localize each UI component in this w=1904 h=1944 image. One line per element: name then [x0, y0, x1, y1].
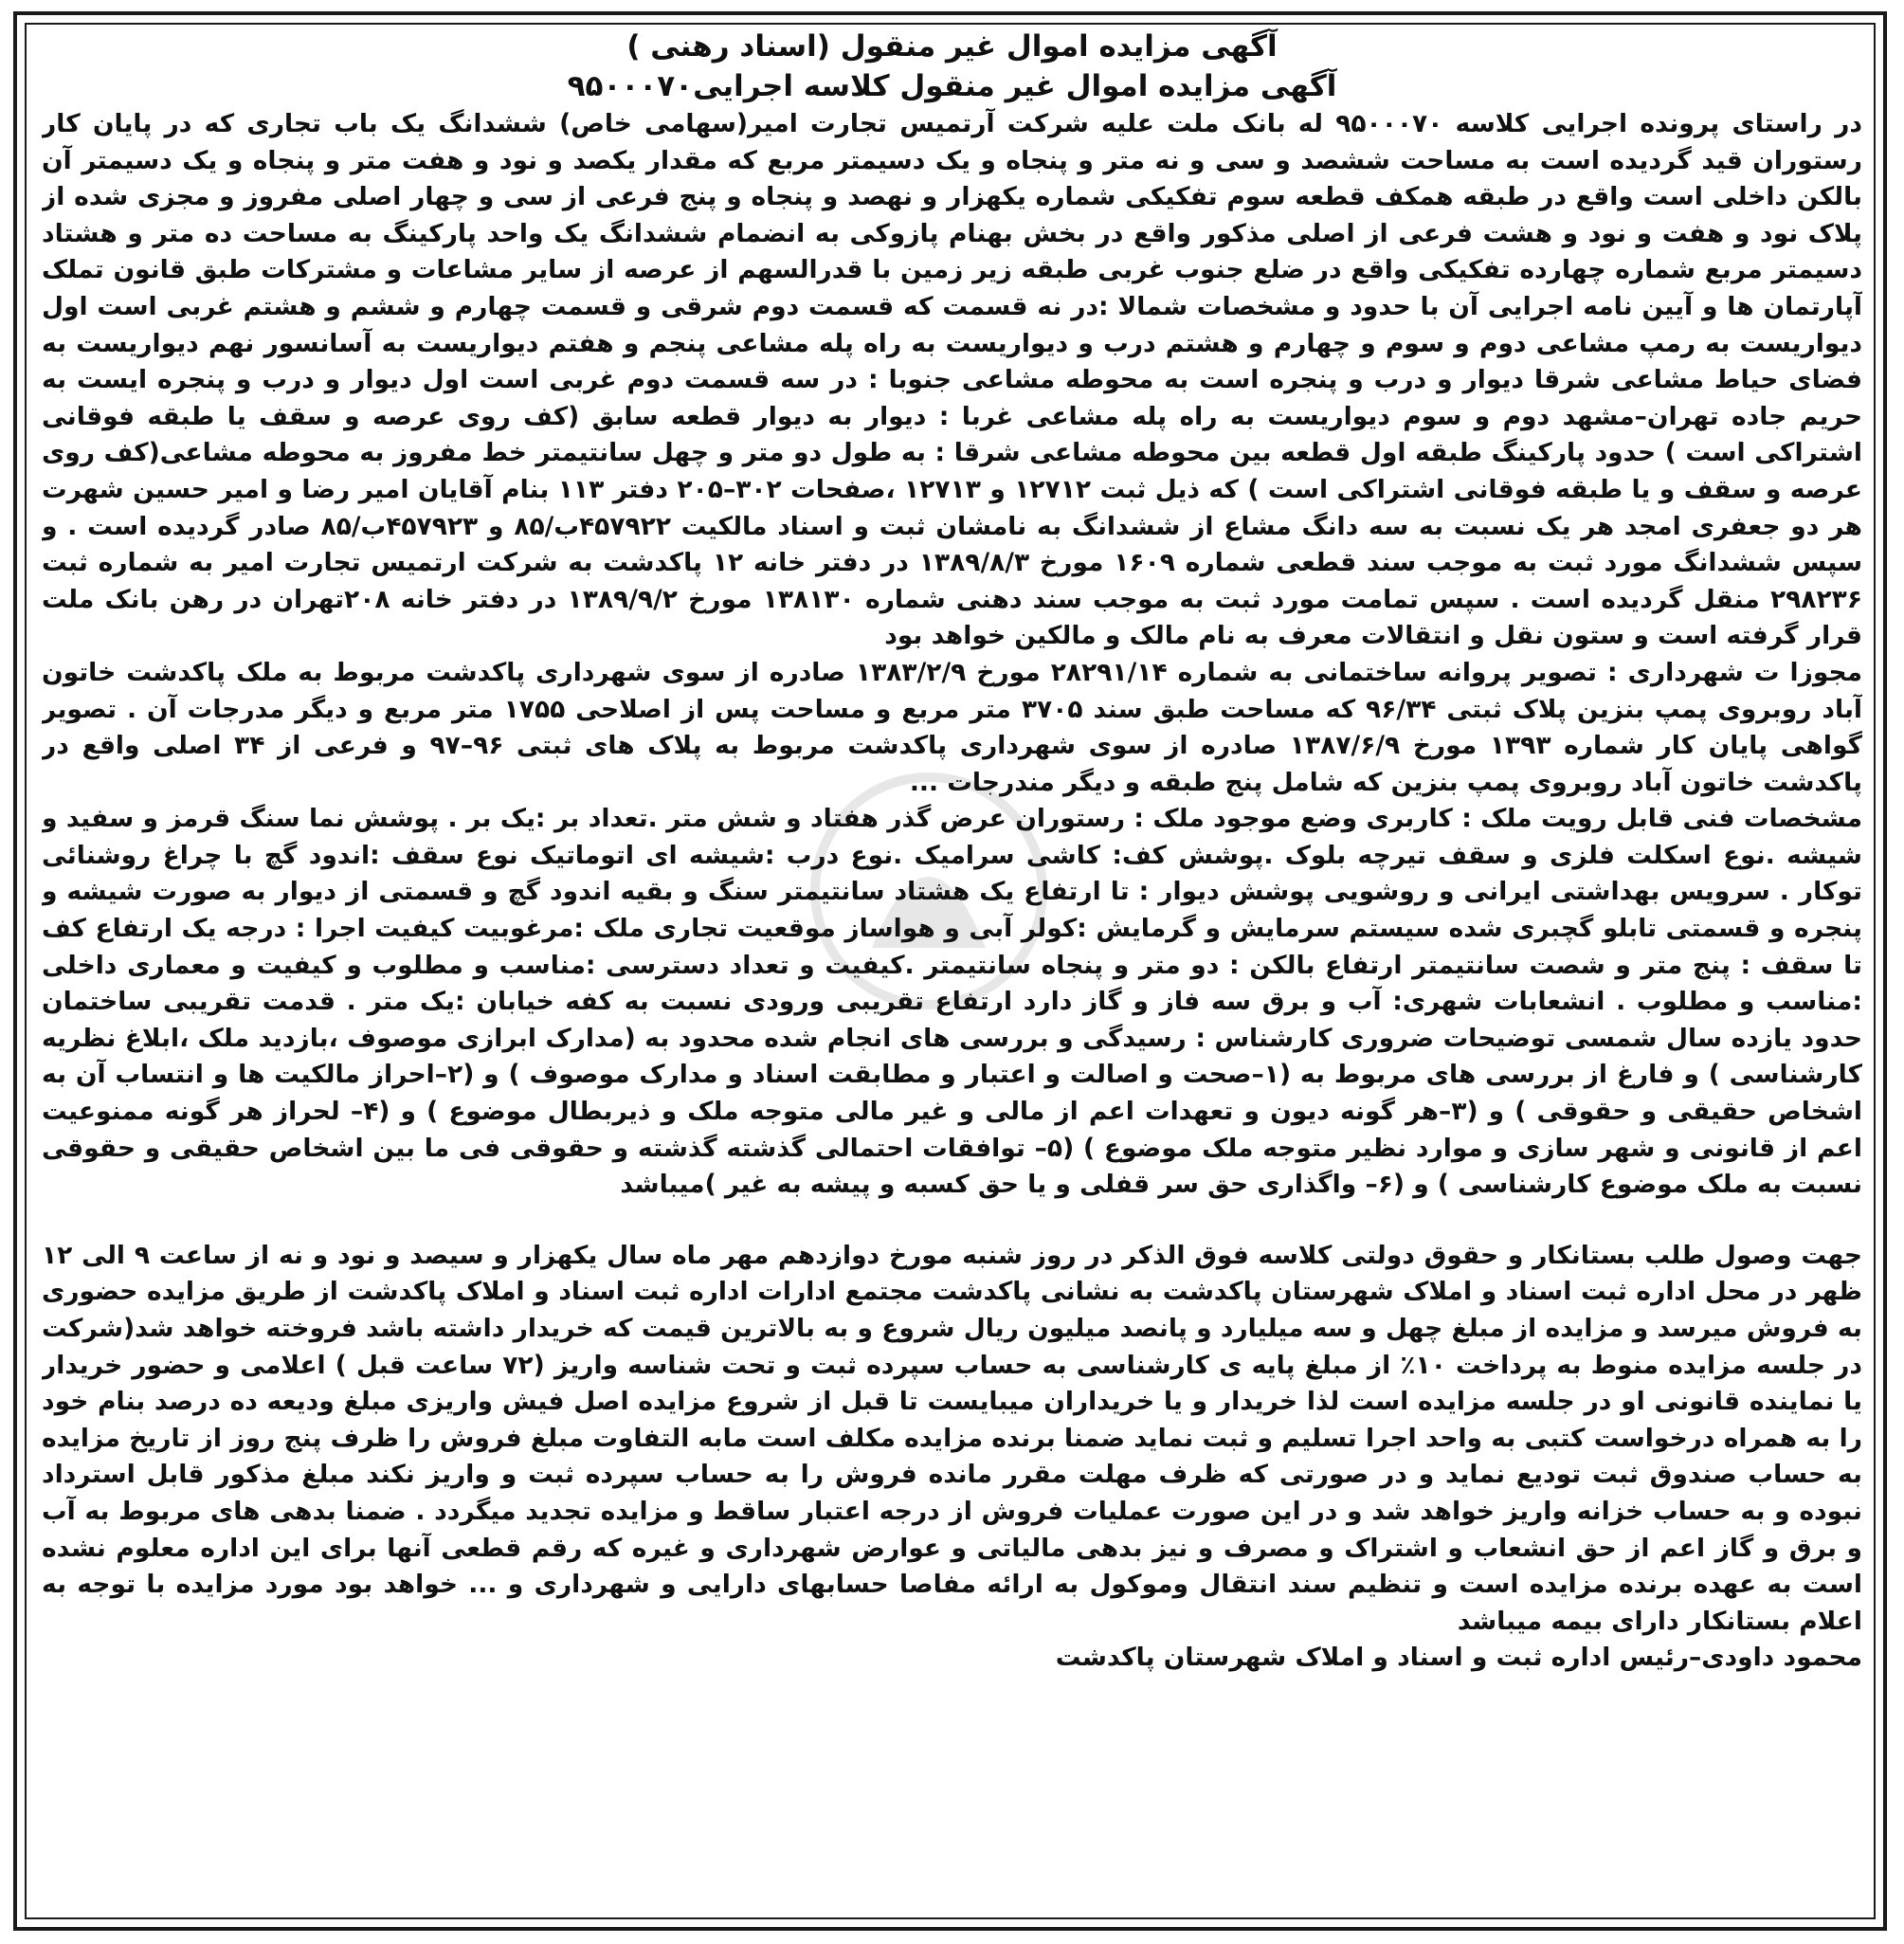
auction-terms-paragraph: جهت وصول طلب بستانکار و حقوق دولتی کلاسه فوق الذکر در روز شنبه مورخ دوازدهم مهر ماه سال یکهزار و سیصد و نود و نه از ساعت ۹ الی ۱۲ ظهر در محل اداره ثبت اسناد و املاک شهرستان پاکدشت به نشانی پاکدشت مجتمع ادارات اداره ثبت اسناد و املاک پاکدشت از طریق مزایده حضوری به فروش میرسد و مزایده از مبلغ چهل و سه میلیارد و پانصد میلیون ریال شروع و به بالاترین قیمت که خریدار داشته باشد فروخته خواهد شد(شرکت در جلسه مزایده منوط به پرداخت ۱۰٪ از مبلغ پایه ی کارشناسی به حساب سپرده ثبت و تحت شناسه واریز (۷۲ ساعت قبل ) اعلامی و حضور خریدار یا نماینده قانونی او در جلسه مزایده است لذا خریدار و یا خریداران میبایست تا قبل از شروع مزایده اصل فیش واریزی مبلغ ودیعه ده درصد بنام خود را به همراه درخواست کتبی به واحد اجرا تسلیم و ثبت نماید ضمنا برنده مزایده مکلف است مابه التفاوت مبلغ فروش را ظرف پنج روز از تاریخ مزایده به حساب صندوق ثبت تودیع نماید و در صورتی که ظرف مهلت مقرر مانده فروش را به حساب سپرده ثبت و واریز نکند مبلغ مذکور قابل استرداد نبوده و به حساب خزانه واریز خواهد شد و در این صورت عملیات فروش از درجه اعتبار ساقط و مزایده تجدید میگردد . ضمنا بدهی های مربوط به آب و برق و گاز اعم از حق انشعاب و اشتراک و مصرف و نیز بدهی مالیاتی و عوارض شهرداری و غیره که رقم قطعی آنها برای این اداره معلوم نشده است به عهده برنده مزایده است و تنظیم سند انتقال وموکول به ارائه مفاصا حسابهای دارایی و شهرداری و ... خواهد بود مورد مزایده با توجه به اعلام بستانکار دارای بیمه میباشد: [42, 1240, 1862, 1636]
municipality-permits-paragraph: مجوزا ت شهرداری : تصویر پروانه ساختمانی به شماره ۲۸۲۹۱/۱۴ مورخ ۱۳۸۳/۲/۹ صادره از سوی شهرداری پاکدشت مربوط به ملک پاکدشت خاتون آباد روبروی پمپ بنزین پلاک ثبتی ۹۶/۳۴ که مساحت طبق سند ۳۷۰۵ متر مربع و مساحت پس از اصلاحی ۱۷۵۵ متر مربع و دیگر مدرجات آن . تصویر گواهی پایان کار شماره ۱۳۹۳ مورخ ۱۳۸۷/۶/۹ صادره از سوی شهرداری پاکدشت مربوط به پلاک های ثبتی ۹۶–۹۷ و فرعی از ۳۴ اصلی واقع در پاکدشت خاتون آباد روبروی پمپ بنزین که شامل پنج طبقه و دیگر مندرجات ...: [42, 657, 1862, 797]
notice-title-1: آگهی مزایده اموال غیر منقول (اسناد رهنی ): [626, 29, 1278, 64]
notice-content: [42, 27, 1862, 1899]
signature-line: محمود داودی–رئیس اداره ثبت و اسناد و املاک شهرستان پاکدشت: [1055, 1643, 1862, 1673]
paragraph-gap: [42, 1204, 1862, 1238]
technical-specs-paragraph: مشخصات فنی قابل رویت ملک : کاربری وضع موجود ملک : رستوران عرض گذر هفتاد و شش متر .تعداد بر :یک بر . پوشش نما سنگ قرمز و سفید و شیشه .نوع اسکلت فلزی و سقف تیرچه بلوک .پوشش کف: کاشی سرامیک .نوع درب :شیشه ای اتوماتیک نوع سقف :اندود گچ با چراغ روشنائی توکار . سرویس بهداشتی ایرانی و روشویی پوشش دیوار : تا ارتفاع یک هشتاد سانتیمتر سنگ و بقیه اندود گچ و قسمتی از دیوار به صورت شیشه و پنجره و قسمتی تابلو گچبری شده سیستم سرمایش و گرمایش :کولر آبی و هواساز موقعیت تجاری ملک :مرغوبیت کیفیت اجرا : درجه یک ارتفاع کف تا سقف : پنج متر و شصت سانتیمتر ارتفاع بالکن : دو متر و پنجاه سانتیمتر .کیفیت و تعداد دسترسی :مناسب و مطلوب و کیفیت و معماری داخلی :مناسب و مطلوب . انشعابات شهری: آب و برق سه فاز و گاز دارد ارتفاع تقریبی ورودی نسبت به کفه خیابان :یک متر . قدمت تقریبی ساختمان حدود یازده سال شمسی توضیحات ضروری کارشناس : رسیدگی و بررسی های انجام شده محدود به (مدارک ابرازی موصوف ،بازدید ملک ،ابلاغ نظریه کارشناسی ) و فارغ از بررسی های مربوط به (۱–صحت و اصالت و اعتبار و مطابقت اسناد و مدارک موصوف ) و (۲–احراز مالکیت ها و انتساب آن به اشخاص حقیقی و حقوقی ) و (۳–هر گونه دیون و تعهدات اعم از مالی و غیر مالی متوجه ملک و ذیربطال موضوع ) و (۴– لحراز هر گونه ممنوعیت اعم از قانونی و شهر سازی و موارد نظیر متوجه ملک موضوع ) (۵– توافقات احتمالی گذشته گذشته و حقوقی فی ما بین اشخاص حقیقی و حقوقی نسبت به ملک موضوع کارشناسی ) و (۶– واگذاری حق سر قفلی و یا حق کسبه و پیشه به غیر )میباشد: [42, 804, 1862, 1200]
property-description-paragraph: در راستای پرونده اجرایی کلاسه ۹۵۰۰۰۷۰ له بانک ملت علیه شرکت آرتمیس تجارت امیر(سهامی خاص) ششدانگ یک باب تجاری که در پایان کار رستوران قید گردیده است به مساحت ششصد و سی و نه متر و پنجاه و یک دسیمتر مربع که مقدار یکصد و نود و هفت متر و پنجاه و یک دسیمتر آن بالکن داخلی است واقع در طبقه همکف قطعه سوم تفکیکی شماره یکهزار و نهصد و پنجاه و پنج فرعی از سی و چهار اصلی مفروز و مجزی شده از پلاک نود و هفت و نود و هشت فرعی از اصلی مذکور واقع در بخش بهنام پازوکی به انضمام ششدانگ یک واحد پارکینگ به مساحت ده متر و هشتاد دسیمتر مربع شماره چهارده تفکیکی واقع در ضلع جنوب غربی طبقه زیر زمین با قدرالسهم از عرصه از سایر مشاعات و مشترکات طبق قانون تملک آپارتمان ها و آیین نامه اجرایی آن با حدود و مشخصات شمالا :در نه قسمت که قسمت دوم شرقی و قسمت چهارم و ششم و هشتم غربی است اول دیواریست به رمپ مشاعی دوم و سوم و چهارم و هشتم درب و دیواریست به راه پله مشاعی پنجم و هفتم دیواریست به آسانسور نهم دیواریست به فضای حیاط مشاعی شرقا دیوار و درب و پنجره است به محوطه مشاعی جنوبا : در سه قسمت دوم غربی است اول دیوار و درب و پنجره ایست به حریم جاده تهران–مشهد دوم و سوم دیواریست به راه پله مشاعی غربا : دیوار به دیوار قطعه سابق (کف روی عرصه و سقف یا طبقه فوقانی اشتراکی است ) حدود پارکینگ طبقه اول قطعه بین محوطه مشاعی شرقا : به طول دو متر و چهل سانتیمتر خط مفروز به محوطه مشاعی(کف روی عرصه و سقف و یا طبقه فوقانی اشتراکی است ) که ذیل ثبت ۱۲۷۱۲ و ۱۲۷۱۳ ،صفحات ۳۰۲–۲۰۵ دفتر ۱۱۳ بنام آقایان امیر رضا و امیر حسین شهرت هر دو جعفری امجد هر یک نسبت به سه دانگ مشاع از ششدانگ به نامشان ثبت و اسناد مالکیت ۴۵۷۹۲۲ب/۸۵ و ۴۵۷۹۲۳ب/۸۵ صادر گردیده است . و سپس ششدانگ مورد ثبت به موجب سند قطعی شماره ۱۶۰۹ مورخ ۱۳۸۹/۸/۳ در دفتر خانه ۱۲ پاکدشت به شرکت ارتمیس تجارت امیر به شماره ثبت ۲۹۸۲۳۶ منقل گردیده است . سپس تمامت مورد ثبت به موجب سند دهنی شماره ۱۳۸۱۳۰ مورخ ۱۳۸۹/۹/۲ در دفتر خانه ۲۰۸تهران در رهن بانک ملت قرار گرفته است و ستون نقل و انتقالات معرف به نام مالک و مالکین خواهد بود: [42, 109, 1862, 651]
notice-title-2: آگهی مزایده اموال غیر منقول کلاسه اجرایی۹۵۰۰۰۷۰: [567, 69, 1337, 103]
